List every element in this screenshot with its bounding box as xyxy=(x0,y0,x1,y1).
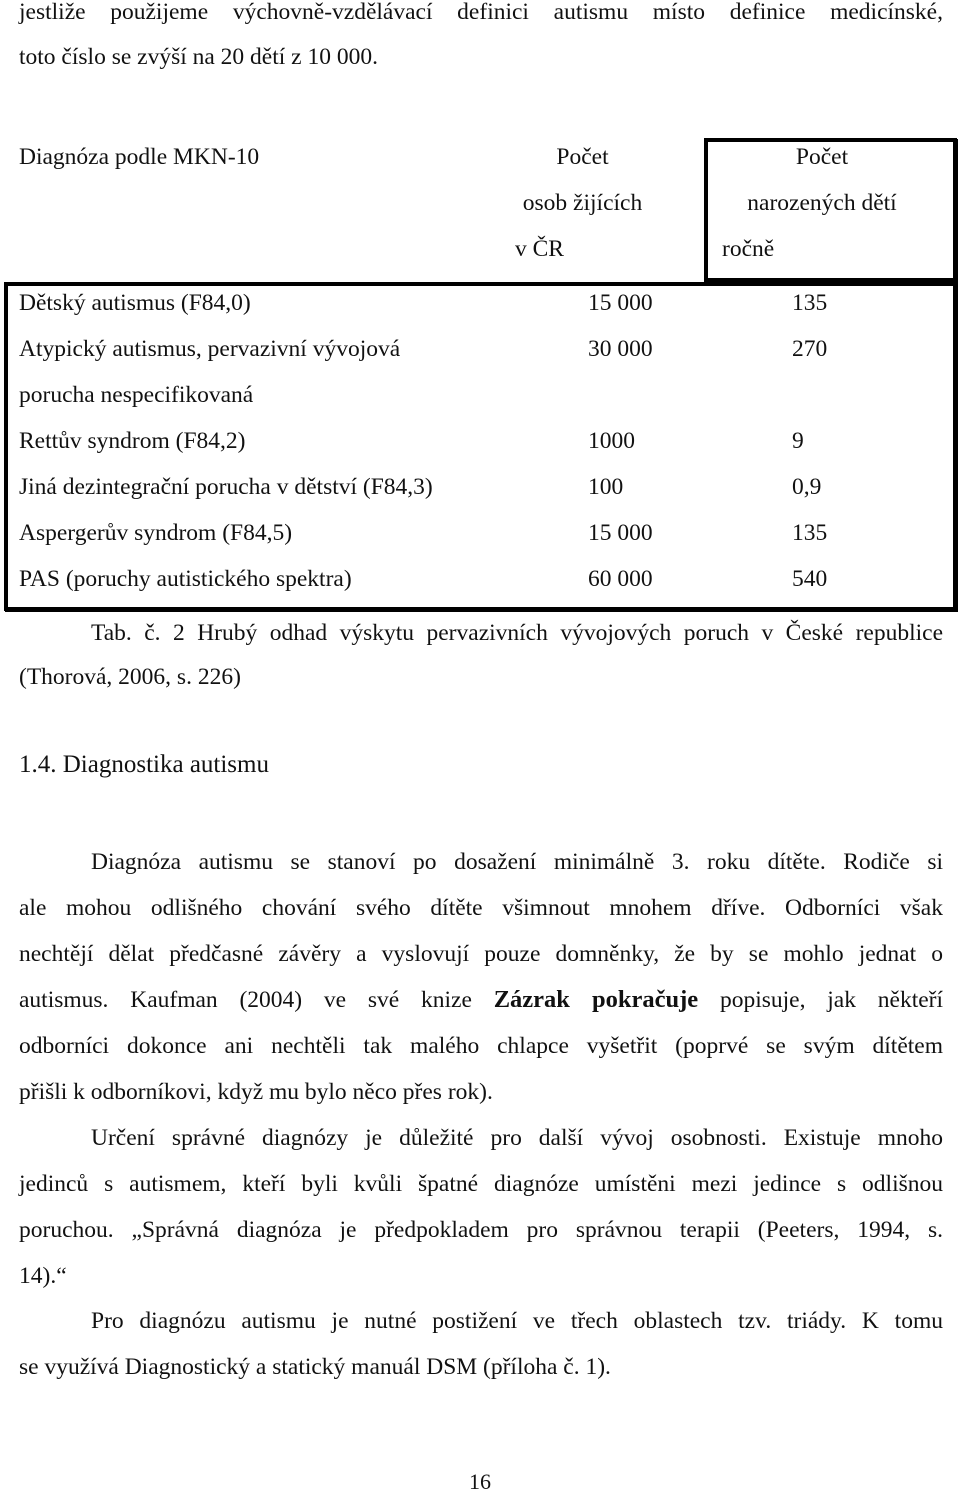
table-row-count: 60 000 xyxy=(588,566,653,592)
section-heading: 1.4. Diagnostika autismu xyxy=(19,751,269,778)
paragraph-1-line-4-start: autismus. Kaufman (2004) ve své knize xyxy=(19,987,494,1013)
table-row-born: 540 xyxy=(792,566,828,592)
table-row-count: 30 000 xyxy=(588,336,653,362)
paragraph-1-line-4 xyxy=(19,985,943,1015)
paragraph-1-line-1: Diagnóza autismu se stanoví po dosažení minimálně 3. roku dítěte. Rodiče si xyxy=(91,849,943,875)
paragraph-3-line-2: se využívá Diagnostický a statický manuál DSM (příloha č. 1). xyxy=(19,1354,611,1380)
header-col3-line3: ročně xyxy=(722,236,775,262)
paragraph-1-line-2: ale mohou odlišného chování svého dítěte všimnout mnohem dříve. Odborníci však xyxy=(19,895,943,921)
header-col2-line2: osob žijících xyxy=(522,190,643,216)
table-row-diagnosis: Jiná dezintegrační porucha v dětství (F84,3) xyxy=(19,474,433,500)
table-row-born: 135 xyxy=(792,290,828,316)
header-diagnosis: Diagnóza podle MKN-10 xyxy=(19,144,260,170)
table-caption-line-2: (Thorová, 2006, s. 226) xyxy=(19,664,241,690)
table-row-count: 15 000 xyxy=(588,520,653,546)
paragraph-1-line-6: přišli k odborníkovi, když mu bylo něco přes rok). xyxy=(19,1079,493,1105)
header-col3-line1: Počet xyxy=(795,144,849,170)
table-row-diagnosis: Rettův syndrom (F84,2) xyxy=(19,428,246,454)
paragraph-2-line-2: jedinců s autismem, kteří byli kvůli špatné diagnóze umístěni mezi jedince s odlišnou xyxy=(19,1171,943,1197)
paragraph-2-line-4: 14).“ xyxy=(19,1263,67,1289)
page-number: 16 xyxy=(469,1469,491,1494)
header-col2-line1: Počet xyxy=(556,144,609,170)
paragraph-1-line-5: odborníci dokonce ani nechtěli tak malého chlapce vyšetřit (poprvé se svým dítětem xyxy=(19,1033,943,1059)
book-title: Zázrak pokračuje xyxy=(493,986,699,1013)
table-row-born: 0,9 xyxy=(792,474,822,500)
table-row-born: 270 xyxy=(792,336,828,362)
intro-line-2: toto číslo se zvýší na 20 dětí z 10 000. xyxy=(19,44,378,70)
table-row-diagnosis: Aspergerův syndrom (F84,5) xyxy=(19,520,293,546)
paragraph-1-line-3: nechtějí dělat předčasné závěry a vyslovují pouze domněnky, že by se mohlo jednat o xyxy=(19,941,943,967)
table-row-born: 9 xyxy=(792,428,804,454)
table-row-diagnosis: Atypický autismus, pervazivní vývojová xyxy=(19,336,401,362)
paragraph-3-line-1: Pro diagnózu autismu je nutné postižení ve třech oblastech tzv. triády. K tomu xyxy=(91,1308,943,1334)
table-row-born: 135 xyxy=(792,520,828,546)
paragraph-1-line-4-end: popisuje, jak někteří xyxy=(698,987,944,1013)
header-col2-line3: v ČR xyxy=(515,236,564,262)
table-row-count: 100 xyxy=(588,474,624,500)
table-row-diagnosis: Dětský autismus (F84,0) xyxy=(19,290,251,316)
table-caption-line-1: Tab. č. 2 Hrubý odhad výskytu pervazivních vývojových poruch v České republice xyxy=(91,620,943,646)
header-col3-line2: narozených dětí xyxy=(747,190,897,216)
table-row-count: 15 000 xyxy=(588,290,653,316)
intro-line-1: jestliže použijeme výchovně-vzdělávací definici autismu místo definice medicínské, xyxy=(19,0,943,25)
table-row-diagnosis: porucha nespecifikovaná xyxy=(19,382,254,408)
table-row-diagnosis: PAS (poruchy autistického spektra) xyxy=(19,566,352,592)
paragraph-2-line-1: Určení správné diagnózy je důležité pro další vývoj osobnosti. Existuje mnoho xyxy=(91,1125,943,1151)
table-row-count: 1000 xyxy=(588,428,635,454)
paragraph-2-line-3: poruchou. „Správná diagnóza je předpokladem pro správnou terapii (Peeters, 1994, s. xyxy=(19,1217,943,1243)
